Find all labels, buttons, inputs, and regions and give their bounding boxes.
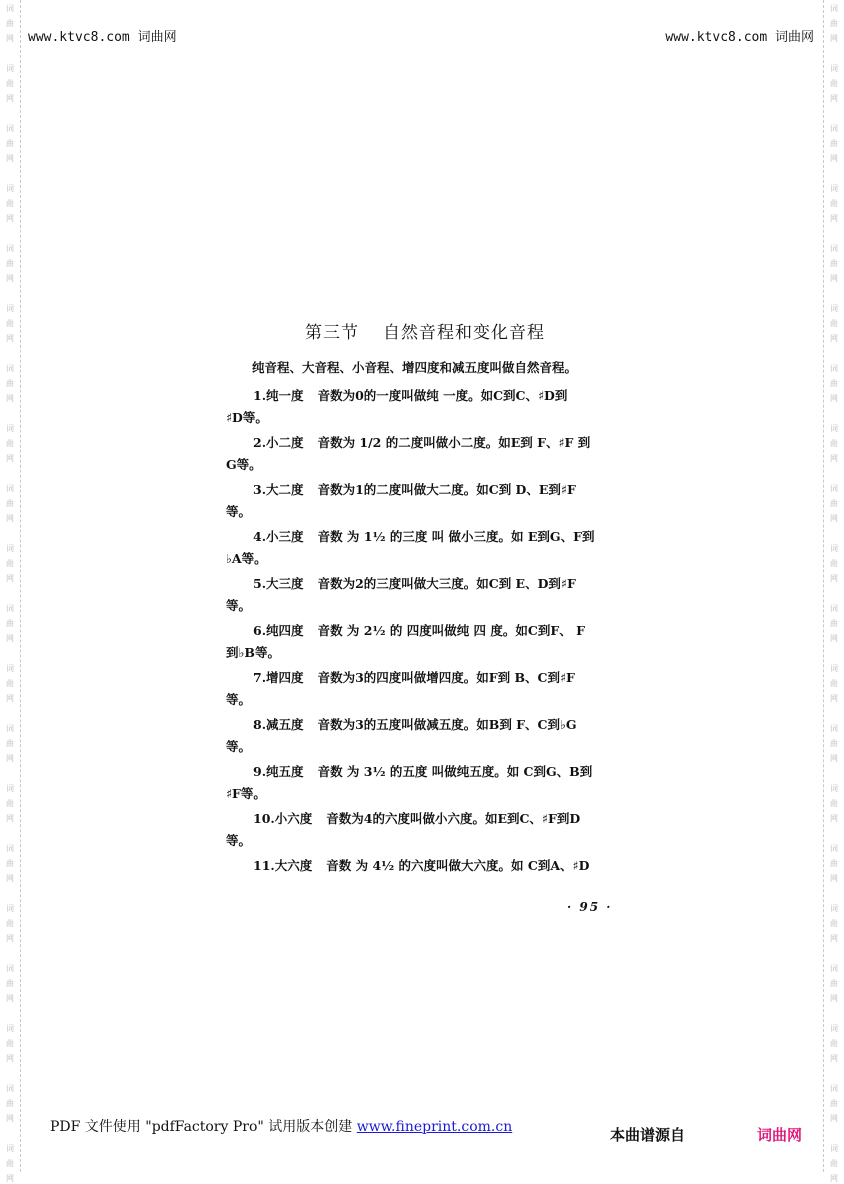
watermark-glyph: 网 bbox=[6, 334, 14, 343]
watermark-glyph: 曲 bbox=[830, 1039, 838, 1048]
watermark-glyph: 曲 bbox=[6, 859, 14, 868]
header-site-left[interactable]: www.ktvc8.com 词曲网 bbox=[28, 30, 177, 45]
interval-name: 6.纯四度 bbox=[253, 623, 304, 638]
interval-line-2: ♯D等。 bbox=[226, 410, 268, 425]
interval-entry bbox=[226, 432, 624, 476]
interval-name: 5.大三度 bbox=[253, 576, 304, 591]
watermark-glyph: 词 bbox=[6, 1084, 14, 1093]
watermark-glyph: 词 bbox=[830, 304, 838, 313]
watermark-glyph: 网 bbox=[6, 1114, 14, 1123]
watermark-glyph: 词 bbox=[830, 424, 838, 433]
watermark-glyph: 曲 bbox=[830, 1099, 838, 1108]
watermark-glyph: 曲 bbox=[6, 679, 14, 688]
footer-source-label: 本曲谱源自 bbox=[610, 1126, 686, 1144]
watermark-glyph: 曲 bbox=[6, 499, 14, 508]
watermark-glyph: 网 bbox=[6, 214, 14, 223]
watermark-glyph: 网 bbox=[830, 754, 838, 763]
watermark-glyph: 网 bbox=[830, 154, 838, 163]
watermark-glyph: 曲 bbox=[830, 919, 838, 928]
left-watermark-rail bbox=[0, 0, 21, 1183]
interval-description: 音数为3的四度叫做增四度。如F到 B、C到♯F bbox=[317, 670, 575, 685]
page-number: · 95 · bbox=[567, 900, 613, 914]
interval-line-2: ♭A等。 bbox=[226, 551, 267, 566]
watermark-glyph: 曲 bbox=[830, 559, 838, 568]
watermark-glyph: 词 bbox=[6, 604, 14, 613]
interval-line-2: 等。 bbox=[226, 739, 252, 754]
watermark-glyph: 网 bbox=[6, 634, 14, 643]
watermark-glyph: 词 bbox=[830, 544, 838, 553]
interval-description: 音数为 1/2 的二度叫做小二度。如E到 F、♯F 到 bbox=[317, 435, 591, 450]
watermark-glyph: 网 bbox=[830, 274, 838, 283]
watermark-glyph: 词 bbox=[830, 844, 838, 853]
watermark-glyph: 曲 bbox=[830, 679, 838, 688]
interval-line-2: 等。 bbox=[226, 833, 252, 848]
watermark-glyph: 曲 bbox=[6, 559, 14, 568]
watermark-glyph: 曲 bbox=[830, 979, 838, 988]
interval-entry bbox=[226, 667, 624, 711]
interval-name: 9.纯五度 bbox=[253, 764, 304, 779]
watermark-glyph: 网 bbox=[830, 454, 838, 463]
watermark-glyph: 词 bbox=[830, 724, 838, 733]
interval-description: 音数为3的五度叫做减五度。如B到 F、C到♭G bbox=[317, 717, 577, 732]
watermark-glyph: 网 bbox=[6, 994, 14, 1003]
watermark-glyph: 网 bbox=[6, 154, 14, 163]
interval-name: 10.小六度 bbox=[253, 811, 313, 826]
watermark-glyph: 词 bbox=[6, 484, 14, 493]
watermark-glyph: 词 bbox=[830, 784, 838, 793]
interval-description: 音数为2的三度叫做大三度。如C到 E、D到♯F bbox=[317, 576, 576, 591]
section-intro: 纯音程、大音程、小音程、增四度和减五度叫做自然音程。 bbox=[252, 360, 578, 375]
interval-line-2: 等。 bbox=[226, 692, 252, 707]
interval-description: 音数为1的二度叫做大二度。如C到 D、E到♯F bbox=[317, 482, 576, 497]
interval-line-1 bbox=[226, 432, 624, 454]
watermark-glyph: 曲 bbox=[6, 919, 14, 928]
watermark-glyph: 网 bbox=[830, 634, 838, 643]
footer-brand[interactable]: 词曲网 bbox=[757, 1126, 803, 1144]
interval-line-2: 等。 bbox=[226, 598, 252, 613]
section-title bbox=[226, 318, 624, 343]
interval-description: 音数 为 2½ 的 四度叫做纯 四 度。如C到F、 F bbox=[317, 623, 585, 638]
watermark-glyph: 词 bbox=[830, 1084, 838, 1093]
interval-entry bbox=[226, 526, 624, 570]
watermark-glyph: 曲 bbox=[830, 259, 838, 268]
interval-line-1 bbox=[226, 620, 624, 642]
watermark-glyph: 词 bbox=[830, 664, 838, 673]
interval-entry bbox=[226, 714, 624, 758]
watermark-glyph: 网 bbox=[6, 274, 14, 283]
interval-description: 音数 为 4½ 的六度叫做大六度。如 C到A、♯D bbox=[326, 858, 590, 873]
watermark-glyph: 网 bbox=[830, 694, 838, 703]
watermark-glyph: 曲 bbox=[6, 1039, 14, 1048]
watermark-glyph: 曲 bbox=[830, 79, 838, 88]
interval-line-1 bbox=[226, 479, 624, 501]
interval-name: 1.纯一度 bbox=[253, 388, 304, 403]
watermark-glyph: 词 bbox=[830, 184, 838, 193]
watermark-glyph: 网 bbox=[830, 814, 838, 823]
watermark-glyph: 网 bbox=[830, 34, 838, 43]
watermark-glyph: 词 bbox=[6, 184, 14, 193]
watermark-glyph: 曲 bbox=[830, 379, 838, 388]
watermark-glyph: 词 bbox=[830, 364, 838, 373]
interval-line-1 bbox=[226, 761, 624, 783]
watermark-glyph: 曲 bbox=[830, 499, 838, 508]
watermark-glyph: 网 bbox=[6, 1054, 14, 1063]
watermark-glyph: 曲 bbox=[6, 79, 14, 88]
interval-entry bbox=[226, 385, 624, 429]
watermark-glyph: 网 bbox=[6, 814, 14, 823]
watermark-glyph: 词 bbox=[830, 604, 838, 613]
interval-description: 音数 为 1½ 的三度 叫 做小三度。如 E到G、F到 bbox=[317, 529, 595, 544]
section-number: 第三节 bbox=[305, 323, 359, 343]
watermark-glyph: 网 bbox=[830, 574, 838, 583]
interval-line-2: 到♭B等。 bbox=[226, 645, 280, 660]
watermark-glyph: 曲 bbox=[830, 319, 838, 328]
watermark-glyph: 网 bbox=[830, 1054, 838, 1063]
watermark-glyph: 词 bbox=[6, 4, 14, 13]
watermark-glyph: 词 bbox=[6, 304, 14, 313]
watermark-glyph: 网 bbox=[830, 394, 838, 403]
watermark-glyph: 网 bbox=[830, 94, 838, 103]
watermark-glyph: 词 bbox=[6, 784, 14, 793]
watermark-glyph: 曲 bbox=[830, 1159, 838, 1168]
interval-entry bbox=[226, 761, 624, 805]
interval-name: 3.大二度 bbox=[253, 482, 304, 497]
interval-line-1 bbox=[226, 808, 624, 830]
watermark-glyph: 曲 bbox=[6, 439, 14, 448]
interval-list bbox=[226, 385, 624, 877]
watermark-glyph: 曲 bbox=[830, 199, 838, 208]
interval-description: 音数为4的六度叫做小六度。如E到C、♯F到D bbox=[326, 811, 581, 826]
watermark-glyph: 词 bbox=[6, 664, 14, 673]
watermark-glyph: 曲 bbox=[6, 799, 14, 808]
watermark-glyph: 词 bbox=[6, 844, 14, 853]
watermark-glyph: 词 bbox=[830, 244, 838, 253]
watermark-glyph: 词 bbox=[830, 124, 838, 133]
watermark-glyph: 网 bbox=[830, 214, 838, 223]
interval-line-1 bbox=[226, 855, 624, 877]
watermark-glyph: 网 bbox=[830, 1174, 838, 1183]
interval-entry bbox=[226, 573, 624, 617]
watermark-glyph: 曲 bbox=[830, 739, 838, 748]
watermark-glyph: 词 bbox=[6, 544, 14, 553]
watermark-glyph: 曲 bbox=[6, 199, 14, 208]
interval-line-2: G等。 bbox=[226, 457, 262, 472]
right-watermark-rail bbox=[823, 0, 844, 1183]
watermark-glyph: 曲 bbox=[6, 739, 14, 748]
watermark-glyph: 词 bbox=[6, 964, 14, 973]
watermark-glyph: 曲 bbox=[830, 19, 838, 28]
interval-entry bbox=[226, 855, 624, 877]
watermark-glyph: 词 bbox=[830, 904, 838, 913]
watermark-glyph: 曲 bbox=[6, 979, 14, 988]
interval-entry bbox=[226, 479, 624, 523]
watermark-glyph: 词 bbox=[6, 364, 14, 373]
watermark-glyph: 网 bbox=[6, 694, 14, 703]
watermark-glyph: 网 bbox=[6, 754, 14, 763]
page-content bbox=[226, 318, 624, 880]
watermark-glyph: 曲 bbox=[6, 139, 14, 148]
watermark-glyph: 词 bbox=[6, 724, 14, 733]
interval-name: 7.增四度 bbox=[253, 670, 304, 685]
interval-line-2: 等。 bbox=[226, 504, 252, 519]
watermark-glyph: 词 bbox=[830, 964, 838, 973]
watermark-glyph: 词 bbox=[830, 4, 838, 13]
watermark-glyph: 网 bbox=[6, 454, 14, 463]
interval-entry bbox=[226, 808, 624, 852]
watermark-glyph: 网 bbox=[6, 1174, 14, 1183]
section-heading: 自然音程和变化音程 bbox=[383, 323, 545, 343]
watermark-glyph: 词 bbox=[6, 244, 14, 253]
watermark-glyph: 曲 bbox=[6, 1159, 14, 1168]
watermark-glyph: 词 bbox=[830, 484, 838, 493]
interval-line-1 bbox=[226, 667, 624, 689]
interval-line-1 bbox=[226, 385, 624, 407]
interval-line-1 bbox=[226, 526, 624, 548]
watermark-glyph: 词 bbox=[830, 64, 838, 73]
watermark-glyph: 网 bbox=[830, 334, 838, 343]
watermark-glyph: 曲 bbox=[830, 859, 838, 868]
watermark-glyph: 网 bbox=[830, 514, 838, 523]
watermark-glyph: 曲 bbox=[6, 619, 14, 628]
watermark-glyph: 词 bbox=[6, 64, 14, 73]
watermark-glyph: 网 bbox=[6, 934, 14, 943]
watermark-glyph: 词 bbox=[6, 904, 14, 913]
interval-name: 11.大六度 bbox=[253, 858, 313, 873]
watermark-glyph: 词 bbox=[830, 1024, 838, 1033]
footer-note-text: PDF 文件使用 "pdfFactory Pro" 试用版本创建 bbox=[50, 1119, 357, 1135]
interval-line-1 bbox=[226, 573, 624, 595]
watermark-glyph: 词 bbox=[6, 124, 14, 133]
interval-name: 8.减五度 bbox=[253, 717, 304, 732]
watermark-glyph: 曲 bbox=[6, 19, 14, 28]
interval-name: 2.小二度 bbox=[253, 435, 304, 450]
interval-name: 4.小三度 bbox=[253, 529, 304, 544]
interval-entry bbox=[226, 620, 624, 664]
watermark-glyph: 词 bbox=[6, 424, 14, 433]
header-site-right[interactable]: www.ktvc8.com 词曲网 bbox=[665, 30, 814, 45]
watermark-glyph: 曲 bbox=[6, 379, 14, 388]
watermark-glyph: 曲 bbox=[6, 259, 14, 268]
watermark-glyph: 网 bbox=[6, 514, 14, 523]
interval-line-1 bbox=[226, 714, 624, 736]
watermark-glyph: 曲 bbox=[6, 1099, 14, 1108]
watermark-glyph: 网 bbox=[830, 994, 838, 1003]
watermark-glyph: 曲 bbox=[830, 799, 838, 808]
watermark-glyph: 网 bbox=[6, 874, 14, 883]
watermark-glyph: 曲 bbox=[830, 439, 838, 448]
interval-line-2: ♯F等。 bbox=[226, 786, 266, 801]
watermark-glyph: 词 bbox=[6, 1024, 14, 1033]
watermark-glyph: 曲 bbox=[830, 619, 838, 628]
watermark-glyph: 词 bbox=[6, 1144, 14, 1153]
watermark-glyph: 网 bbox=[830, 1114, 838, 1123]
watermark-glyph: 网 bbox=[6, 394, 14, 403]
interval-description: 音数为0的一度叫做纯 一度。如C到C、♯D到 bbox=[317, 388, 568, 403]
watermark-glyph: 曲 bbox=[830, 139, 838, 148]
interval-description: 音数 为 3½ 的五度 叫做纯五度。如 C到G、B到 bbox=[317, 764, 593, 779]
watermark-glyph: 网 bbox=[830, 874, 838, 883]
watermark-glyph: 词 bbox=[830, 1144, 838, 1153]
watermark-glyph: 曲 bbox=[6, 319, 14, 328]
footer-link[interactable]: www.fineprint.com.cn bbox=[356, 1119, 513, 1135]
watermark-glyph: 网 bbox=[6, 574, 14, 583]
watermark-glyph: 网 bbox=[6, 34, 14, 43]
watermark-glyph: 网 bbox=[830, 934, 838, 943]
footer-pdf-note bbox=[50, 1116, 512, 1136]
watermark-glyph: 网 bbox=[6, 94, 14, 103]
